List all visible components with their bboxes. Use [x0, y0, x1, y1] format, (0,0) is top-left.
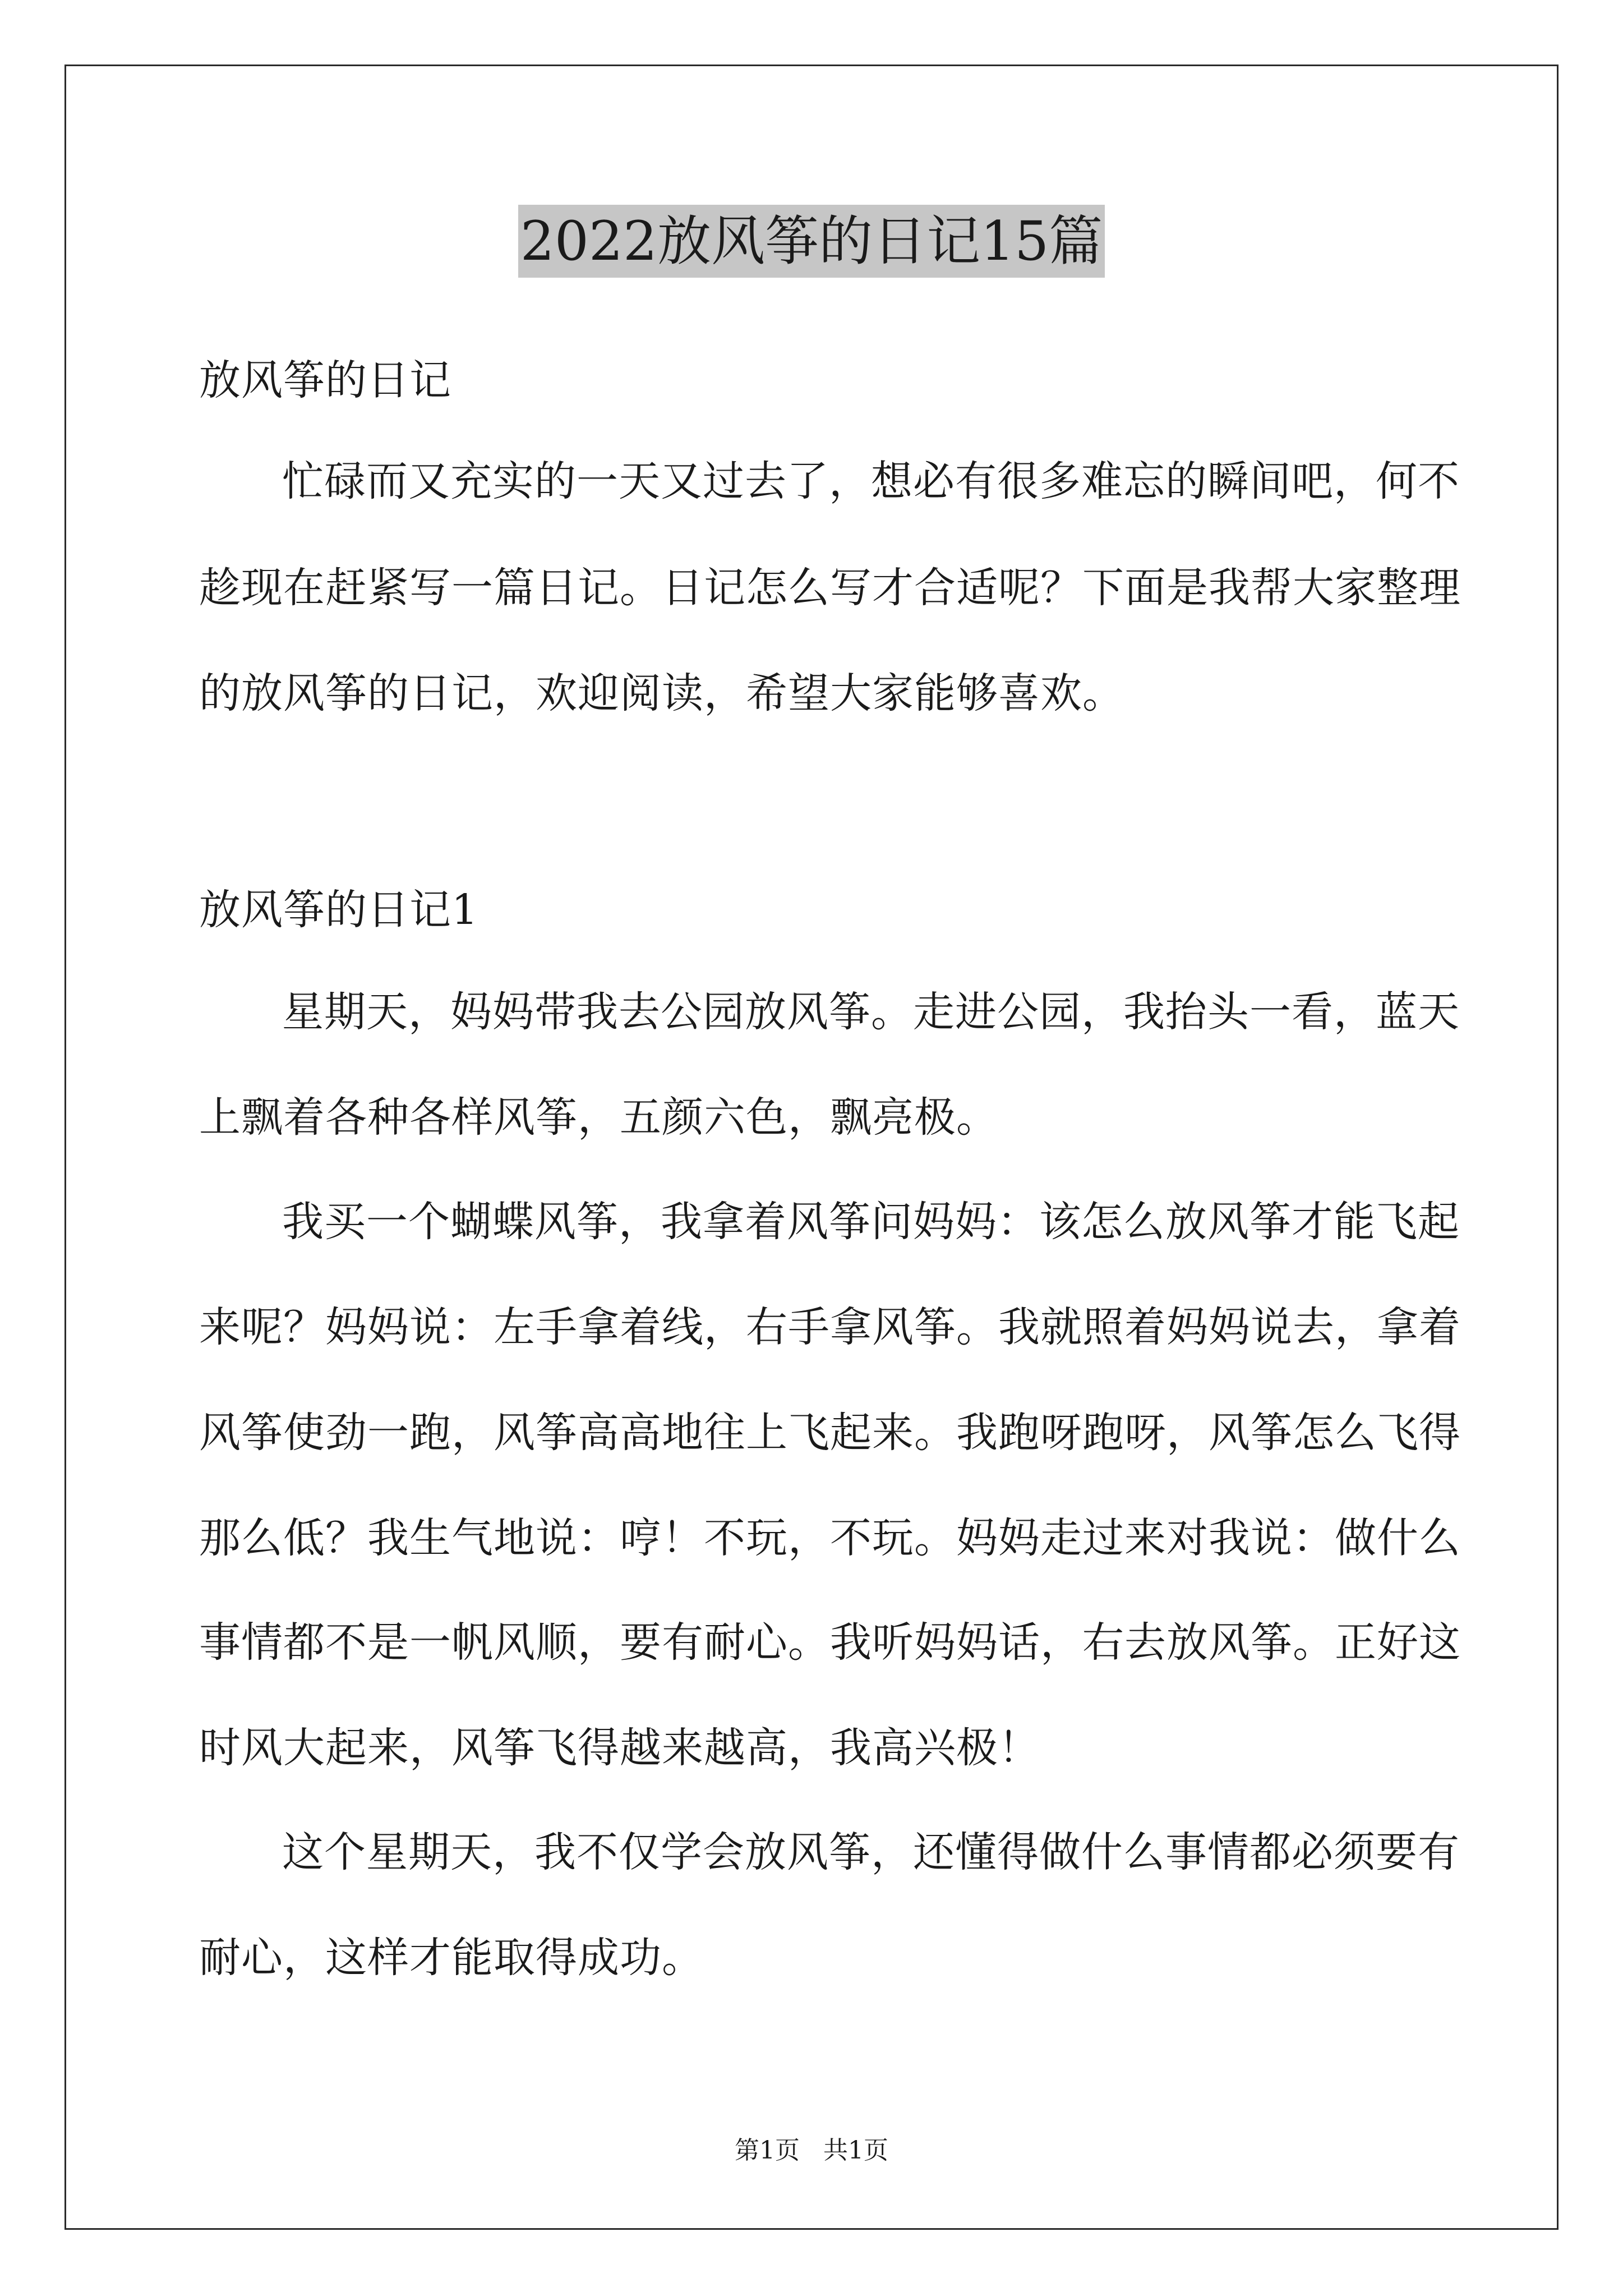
page-footer: 第1页 共1页: [735, 2136, 888, 2165]
paragraph-line: 上飘着各种各样风筝，五颜六色，飘亮极。: [199, 1093, 998, 1142]
title-block: [0, 205, 1623, 278]
intro-line: 趁现在赶紧写一篇日记。日记怎么写才合适呢？下面是我帮大家整理: [199, 564, 1461, 612]
intro-line: 的放风筝的日记，欢迎阅读，希望大家能够喜欢。: [199, 669, 1124, 717]
paragraph-line: 事情都不是一帆风顺，要有耐心。我听妈妈话，右去放风筝。正好这: [199, 1618, 1461, 1667]
paragraph-line: 我买一个蝴蝶风筝，我拿着风筝问妈妈：该怎么放风筝才能飞起: [282, 1198, 1460, 1246]
paragraph-line: 来呢？妈妈说：左手拿着线，右手拿风筝。我就照着妈妈说去，拿着: [199, 1303, 1461, 1351]
paragraph-line: 这个星期天，我不仅学会放风筝，还懂得做什么事情都必须要有: [282, 1828, 1460, 1876]
paragraph-line: 星期天，妈妈带我去公园放风筝。走进公园，我抬头一看，蓝天: [282, 988, 1460, 1036]
intro-heading: 放风筝的日记: [199, 356, 451, 404]
paragraph-line: 耐心，这样才能取得成功。: [199, 1934, 704, 1982]
paragraph-line: 那么低？我生气地说：哼！不玩，不玩。妈妈走过来对我说：做什么: [199, 1514, 1461, 1562]
paragraph-line: 风筝使劲一跑，风筝高高地往上飞起来。我跑呀跑呀，风筝怎么飞得: [199, 1409, 1461, 1457]
section-heading: 放风筝的日记1: [199, 886, 479, 934]
paragraph-line: 时风大起来，风筝飞得越来越高，我高兴极！: [199, 1724, 1040, 1772]
intro-line: 忙碌而又充实的一天又过去了，想必有很多难忘的瞬间吧，何不: [282, 457, 1460, 505]
document-title: 2022放风筝的日记15篇: [518, 205, 1105, 278]
